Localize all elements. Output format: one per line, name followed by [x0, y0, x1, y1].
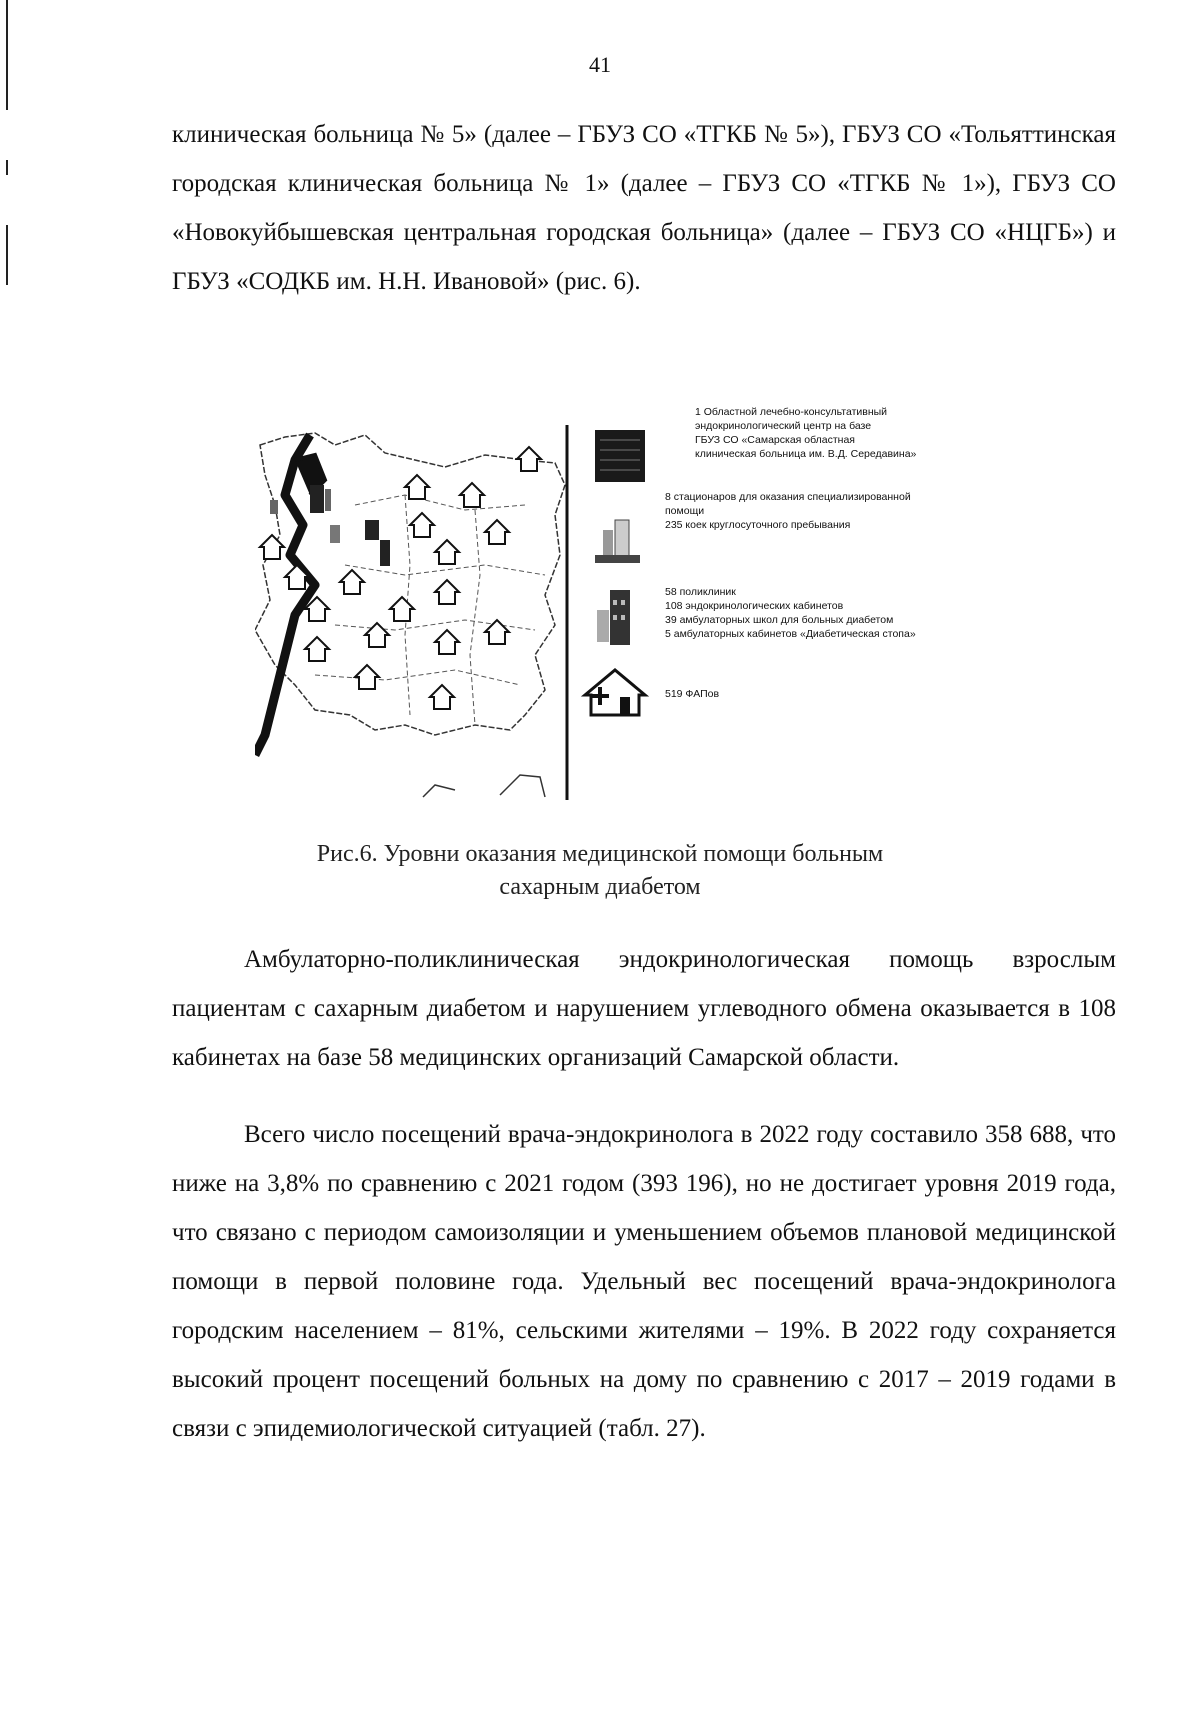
legend-line: 58 поликлиник — [665, 586, 736, 598]
legend-hospitals — [665, 490, 911, 532]
legend-line: 1 Областной лечебно-консультативный — [695, 406, 888, 418]
polyclinic-building-icon — [597, 590, 630, 645]
legend-line: 39 амбулаторных школ для больных диабетом — [665, 614, 894, 626]
page-number: 41 — [589, 52, 611, 77]
figure-caption-line: Рис.6. Уровни оказания медицинской помощи больным — [316, 841, 884, 867]
legend-line: 108 эндокринологических кабинетов — [665, 600, 844, 612]
fap-house-icon — [585, 670, 645, 715]
legend-line: помощи — [665, 505, 705, 517]
figure-caption-line: сахарным диабетом — [499, 874, 701, 900]
hospital-building-icon — [595, 520, 640, 563]
legend-line: эндокринологический центр на базе — [695, 420, 872, 432]
figure-medical-care-levels — [255, 406, 1035, 800]
map-illustration — [255, 425, 1035, 800]
paragraph-continuation: клиническая больница № 5» (далее – ГБУЗ СО «ТГКБ № 5»), ГБУЗ СО «Тольяттинская городская клиническая больница № 1» (далее – ГБУЗ СО «ТГКБ № 1»), ГБУЗ СО «Новокуйбышевская центральная городская больница» (далее – ГБУЗ СО «НЦГБ») и ГБУЗ «СОДКБ им. Н.Н. Ивановой» (рис. 6). — [172, 121, 1116, 295]
legend-regional-center — [695, 405, 916, 461]
legend-polyclinics — [665, 585, 916, 641]
paragraph-visits-statistics: Всего число посещений врача-эндокринолога в 2022 году составило 358 688, что ниже на 3,8% по сравнению с 2021 годом (393 196), но не достигает уровня 2019 года, что связано с периодом самоизоляции и уменьшением объемов плановой медицинской помощи в первой половине года. Удельный вес посещений врача-эндокринолога городским населением – 81%, сельскими жителями – 19%. В 2022 году сохраняется высокий процент посещений больных на дому по сравнению с 2017 – 2019 годами в связи с эпидемиологической ситуацией (табл. 27). — [172, 1121, 1116, 1442]
legend-faps — [665, 687, 719, 701]
legend-line: 5 амбулаторных кабинетов «Диабетическая стопа» — [665, 628, 916, 640]
legend-line: 519 ФАПов — [665, 688, 720, 700]
scan-edge-mark — [6, 225, 8, 285]
regional-center-building-icon — [595, 430, 645, 482]
house-icon — [260, 447, 541, 709]
figure-caption — [200, 838, 1000, 904]
legend-line: клиническая больница им. В.Д. Середавина» — [695, 448, 917, 460]
scan-edge-mark — [6, 160, 8, 175]
legend-line: ГБУЗ СО «Самарская областная — [695, 434, 855, 446]
paragraph-ambulatory-care: Амбулаторно-поликлиническая эндокринологическая помощь взрослым пациентам с сахарным диабетом и нарушением углеводного обмена оказывается в 108 кабинетах на базе 58 медицинских организаций Самарской области. — [172, 946, 1116, 1071]
legend-line: 8 стационаров для оказания специализированной — [665, 491, 911, 503]
legend-line: 235 коек круглосуточного пребывания — [665, 519, 851, 531]
